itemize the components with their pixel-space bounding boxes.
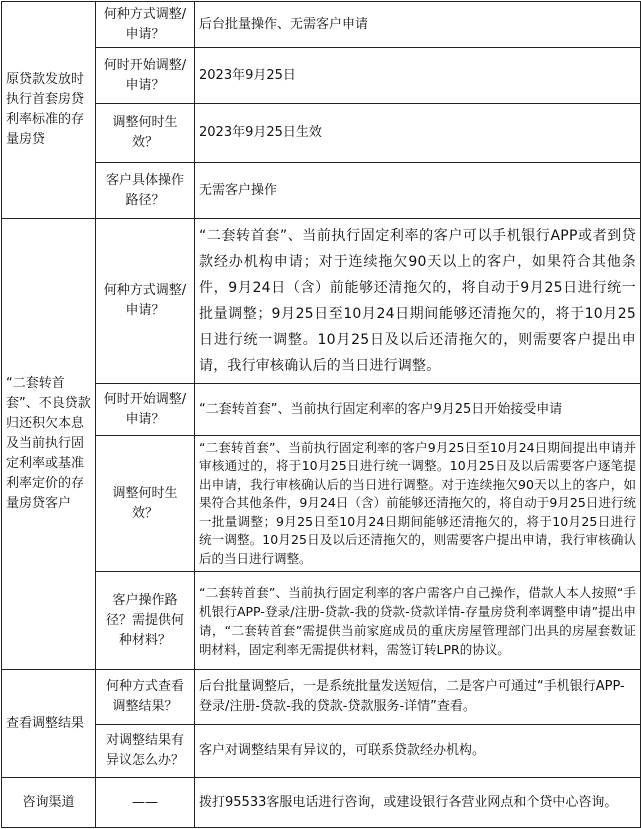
section-label: 原贷款发放时执行首套房贷利率标准的存量房贷 (2, 2, 96, 219)
answer-cell: “二套转首套”、当前执行固定利率的客户9月25日开始接受申请 (195, 384, 641, 436)
table-row (2, 778, 641, 828)
question-cell: 何种方式调整/申请？ (96, 2, 195, 48)
table-row (2, 384, 641, 436)
answer-cell: 后台批量操作、无需客户申请 (195, 2, 641, 48)
table-row (2, 2, 641, 48)
question-cell: —— (96, 778, 195, 828)
question-cell: 何种方式调整/申请？ (96, 219, 195, 384)
answer-cell: “二套转首套”、当前执行固定利率的客户可以手机银行APP或者到贷款经办机构申请；对于连续拖欠90天以上的客户，如果符合其他条件，9月24日（含）前能够还清拖欠的，将自动于9月25日进行统一批量调整；9月25日至10月24日期间能够还清拖欠的，将于10月25日进行统一调整。10月25日及以后还清拖欠的，则需要客户提出申请，我行审核确认后的当日进行调整。 (195, 219, 641, 384)
section-label: 查看调整结果 (2, 670, 96, 778)
table-row (2, 219, 641, 384)
answer-cell: 2023年9月25日 (195, 48, 641, 104)
table-row (2, 725, 641, 778)
answer-cell: “二套转首套”、当前执行固定利率的客户9月25日至10月24日期间提出申请并审核通过的，将于10月25日进行统一调整。10月25日及以后需要客户逐笔提出申请，我行审核确认后的当日进行调整。对于连续拖欠90天以上的客户，如果符合其他条件，9月24日（含）前能够还清拖欠的，将自动于9月25日进行统一批量调整；9月25日至10月24日期间能够还清拖欠的，将于10月25日进行统一调整。10月25日及以后还清拖欠的，则需要客户提出申请，我行审核确认后的当日进行调整。 (195, 436, 641, 572)
table-row (2, 670, 641, 725)
answer-cell: 2023年9月25日生效 (195, 104, 641, 163)
answer-cell: 拨打95533客服电话进行咨询，或建设银行各营业网点和个贷中心咨询。 (195, 778, 641, 828)
answer-cell: 客户对调整结果有异议的，可联系贷款经办机构。 (195, 725, 641, 778)
mortgage-rate-adjustment-table (1, 1, 641, 828)
question-cell: 何时开始调整/申请？ (96, 48, 195, 104)
question-cell: 何时开始调整/申请？ (96, 384, 195, 436)
table-row (2, 104, 641, 163)
answer-cell: 无需客户操作 (195, 163, 641, 219)
section-label: “二套转首套”、不良贷款归还积欠本息及当前执行固定利率或基准利率定价的存量房贷客户 (2, 219, 96, 670)
question-cell: 何种方式查看调整结果？ (96, 670, 195, 725)
question-cell: 调整何时生效？ (96, 104, 195, 163)
section-label: 咨询渠道 (2, 778, 96, 828)
table-row (2, 48, 641, 104)
question-cell: 调整何时生效？ (96, 436, 195, 572)
question-cell: 客户操作路径？需提供何种材料？ (96, 572, 195, 670)
answer-cell: “二套转首套”、当前执行固定利率的客户需客户自己操作，借款人本人按照“手机银行APP-登录/注册-贷款-我的贷款-贷款详情-存量房贷利率调整申请”提出申请，“二套转首套”需提供当前家庭成员的重庆房屋管理部门出具的房屋套数证明材料，固定利率无需提供材料，需签订转LPR的协议。 (195, 572, 641, 670)
question-cell: 对调整结果有异议怎么办？ (96, 725, 195, 778)
table-row (2, 163, 641, 219)
table-row (2, 436, 641, 572)
answer-cell: 后台批量调整后，一是系统批量发送短信，二是客户可通过“手机银行APP-登录/注册-贷款-我的贷款-贷款服务-详情”查看。 (195, 670, 641, 725)
question-cell: 客户具体操作路径？ (96, 163, 195, 219)
table-row (2, 572, 641, 670)
